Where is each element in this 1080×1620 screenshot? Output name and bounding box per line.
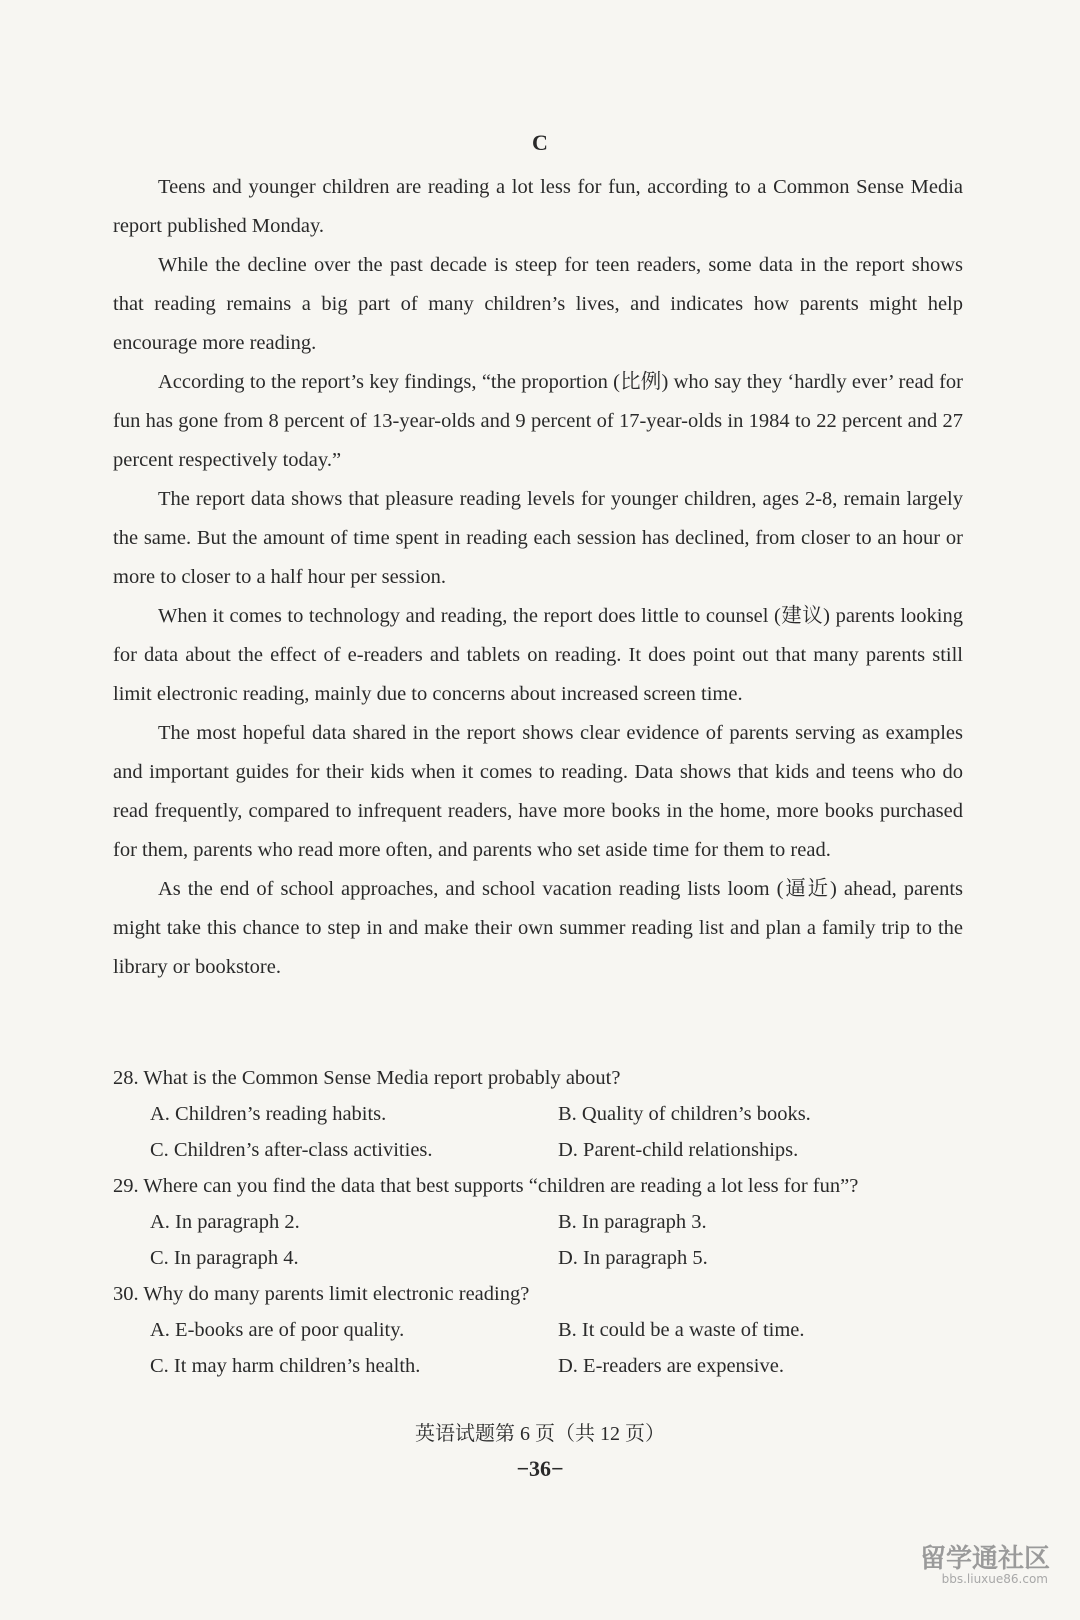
question-28 [113,1060,963,1168]
question-30 [113,1276,963,1384]
option-d: D. E-readers are expensive. [558,1355,784,1377]
option-b: B. Quality of children’s books. [558,1103,811,1125]
question-stem: 30. Why do many parents limit electronic reading? [113,1283,530,1305]
page-number: −36− [516,1456,564,1481]
option-d: D. Parent-child relationships. [558,1139,799,1161]
question-stem: 29. Where can you find the data that best supports “children are reading a lot less for fun”? [113,1175,859,1197]
question-stem: 28. What is the Common Sense Media report probably about? [113,1067,621,1089]
watermark-brand: 留学通社区 [919,1544,1050,1574]
paragraph-1: Teens and younger children are reading a lot less for fun, according to a Common Sense Media report published Monday. [113,176,963,237]
paragraph-6: The most hopeful data shared in the report shows clear evidence of parents serving as examples and important guides for their kids when it comes to reading. Data shows that kids and teens who do read frequently, compared to infrequent readers, have more books in the home, more books purchased for them, parents who read more often, and parents who set aside time for them to read. [113,722,963,861]
option-b: B. It could be a waste of time. [558,1319,805,1341]
paragraph-4: The report data shows that pleasure reading levels for younger children, ages 2-8, remain largely the same. But the amount of time spent in reading each session has declined, from closer to an hour or more to closer to a half hour per session. [113,488,963,588]
option-grid [113,1096,963,1168]
section-heading: C [532,130,548,155]
option-a: A. In paragraph 2. [150,1211,300,1233]
option-grid [113,1204,963,1276]
option-grid [113,1312,963,1384]
page-footer-info: 英语试题第 6 页（共 12 页） [415,1423,665,1445]
watermark-url: bbs.liuxue86.com [941,1572,1048,1586]
option-c: C. In paragraph 4. [150,1247,299,1269]
question-29 [113,1168,963,1276]
paragraph-7: As the end of school approaches, and school vacation reading lists loom (逼近) ahead, parents might take this chance to step in and make their own summer reading list and plan a family trip to the library or bookstore. [113,878,963,978]
option-d: D. In paragraph 5. [558,1247,708,1269]
option-b: B. In paragraph 3. [558,1211,707,1233]
option-a: A. Children’s reading habits. [150,1103,387,1125]
option-a: A. E-books are of poor quality. [150,1319,405,1341]
paragraph-3: According to the report’s key findings, “the proportion (比例) who say they ‘hardly ever’ read for fun has gone from 8 percent of 13-year-olds and 9 percent of 17-year-olds in 1984 to 22 percent and 27 percent respectively today.” [113,371,963,471]
option-c: C. It may harm children’s health. [150,1355,421,1377]
paragraph-2: While the decline over the past decade is steep for teen readers, some data in the report shows that reading remains a big part of many children’s lives, and indicates how parents might help encourage more reading. [113,254,963,354]
question-list [113,1060,963,1384]
paragraph-5: When it comes to technology and reading, the report does little to counsel (建议) parents looking for data about the effect of e-readers and tablets on reading. It does point out that many parents still limit electronic reading, mainly due to concerns about increased screen time. [113,605,963,705]
option-c: C. Children’s after-class activities. [150,1139,433,1161]
reading-passage [113,168,963,987]
